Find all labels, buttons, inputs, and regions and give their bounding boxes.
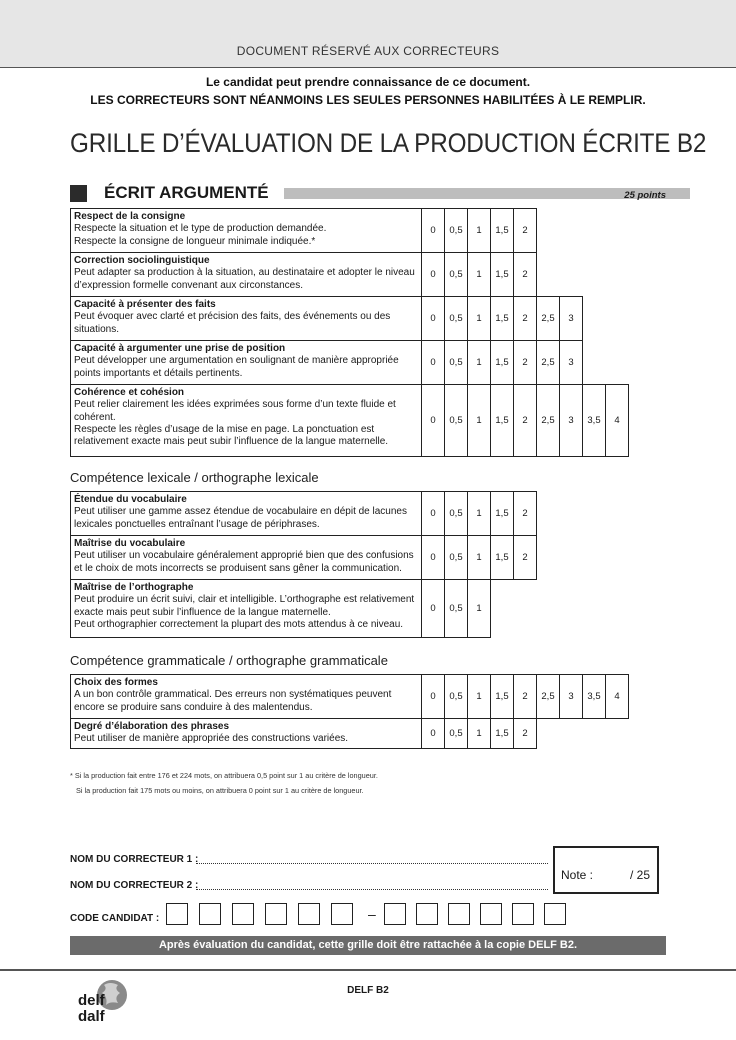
score-cell[interactable]: 0 [421,252,445,297]
section-points: 25 points [624,190,666,201]
score-cell[interactable]: 2 [513,252,537,297]
note-value: / 25 [629,868,650,882]
criterion-description: Peut utiliser de manière appropriée des constructions variées. [74,733,349,745]
score-cell[interactable]: 3,5 [582,384,606,457]
score-cell[interactable]: 2 [513,208,537,253]
score-cell[interactable]: 0 [421,535,445,580]
footer-exam-name: DELF B2 [347,985,389,996]
criterion-maitrise-vocabulaire [70,535,422,580]
score-cell[interactable]: 0 [421,384,445,457]
section-title: ÉCRIT ARGUMENTÉ [104,183,269,202]
criterion-title: Capacité à présenter des faits [74,299,216,310]
score-cell[interactable]: 0,5 [444,384,468,457]
score-cell[interactable]: 0 [421,674,445,719]
score-cell[interactable]: 0 [421,296,445,341]
candidate-code-box[interactable] [448,903,470,925]
score-cell[interactable]: 1,5 [490,491,514,536]
criterion-description: Peut développer une argumentation en soulignant de manière appropriée points importants et détails pertinents. [74,355,399,379]
criterion-title: Cohérence et cohésion [74,387,185,398]
score-cell[interactable]: 1 [467,491,491,536]
score-cell[interactable]: 0 [421,340,445,385]
notice-line-1: Le candidat peut prendre connaissance de ce document. [205,75,531,89]
score-cell[interactable]: 1 [467,252,491,297]
candidate-code-box[interactable] [199,903,221,925]
corrector-1-field[interactable] [196,854,548,864]
criterion-description: Peut utiliser une gamme assez étendue de vocabulaire en dépit de lacunes lexicales ponctuelles entraînant l’usage de périphrases. [74,506,407,530]
page-title: GRILLE D’ÉVALUATION DE LA PRODUCTION ÉCRITE B2 [70,128,707,158]
delf-dalf-logo [74,977,130,1025]
score-cell[interactable]: 2 [513,674,537,719]
candidate-code-box[interactable] [512,903,534,925]
corrector-2-field[interactable] [196,880,548,890]
criterion-description: Respecte la situation et le type de production demandée. Respecte la consigne de longueur minimale indiquée.* [74,223,327,247]
candidate-code-label: CODE CANDIDAT : [70,913,160,924]
criterion-choix-formes [70,674,422,719]
note-box[interactable] [553,846,659,894]
criterion-title: Correction sociolinguistique [74,255,210,266]
score-cell[interactable]: 0 [421,718,445,749]
score-cell[interactable]: 1,5 [490,296,514,341]
score-cell[interactable]: 0 [421,491,445,536]
score-cell[interactable]: 3 [559,340,583,385]
candidate-code-separator: – [368,906,376,922]
score-cell[interactable]: 1 [467,535,491,580]
footnote-text-1: Si la production fait entre 176 et 224 mots, on attribuera 0,5 point sur 1 au critère de longueur. [74,771,378,780]
score-cell[interactable]: 1 [467,296,491,341]
score-cell[interactable]: 2 [513,491,537,536]
criterion-title: Étendue du vocabulaire [74,494,187,505]
criterion-maitrise-orthographe [70,579,422,638]
candidate-code-box[interactable] [265,903,287,925]
score-cell[interactable]: 1 [467,384,491,457]
candidate-code-box[interactable] [166,903,188,925]
score-cell[interactable]: 1,5 [490,252,514,297]
score-cell[interactable]: 2 [513,384,537,457]
corrector-2-label: NOM DU CORRECTEUR 2 : [70,880,199,891]
score-cell[interactable]: 1,5 [490,674,514,719]
section-square-icon [70,185,87,202]
criterion-respect-consigne [70,208,422,253]
score-cell[interactable]: 2,5 [536,296,560,341]
candidate-code-box[interactable] [544,903,566,925]
footnote-line-1 [70,771,378,780]
criterion-presenter-faits [70,296,422,341]
score-cell[interactable]: 3 [559,296,583,341]
criterion-title: Choix des formes [74,677,158,688]
delf-dalf-logo-icon [74,977,130,1025]
score-cell[interactable]: 0,5 [444,718,468,749]
score-cell[interactable]: 2,5 [536,340,560,385]
criterion-description: Peut évoquer avec clarté et précision des faits, des événements ou des situations. [74,311,391,335]
score-cell[interactable]: 1 [467,340,491,385]
criterion-etendue-vocabulaire [70,491,422,536]
score-cell[interactable]: 0,5 [444,535,468,580]
reserved-label: DOCUMENT RÉSERVÉ AUX CORRECTEURS [236,44,500,58]
attach-banner: Après évaluation du candidat, cette grille doit être rattachée à la copie DELF B2. [70,936,666,955]
score-cell[interactable]: 0,5 [444,340,468,385]
score-cell[interactable]: 0,5 [444,296,468,341]
score-cell[interactable]: 0,5 [444,579,468,638]
criterion-description: Peut utiliser un vocabulaire généralement approprié bien que des confusions et le choix de mots incorrects se produisent sans gêner la communication. [74,550,414,574]
svg-text:delf: delf [78,992,105,1009]
score-cell[interactable]: 1,5 [490,718,514,749]
svg-text:dalf: dalf [78,1008,105,1025]
criterion-description: Peut produire un écrit suivi, clair et intelligible. L’orthographe est relativement exacte mais peut subir l’influence de la langue maternelle. Peut orthographier correctement la plupart des mots attendus à ce niveau. [74,594,415,630]
score-cell[interactable]: 1,5 [490,208,514,253]
score-cell[interactable]: 3 [559,674,583,719]
score-cell[interactable]: 2 [513,718,537,749]
score-cell[interactable]: 0,5 [444,491,468,536]
score-cell[interactable]: 4 [605,674,629,719]
candidate-code-box[interactable] [416,903,438,925]
criterion-title: Maîtrise de l’orthographe [74,582,194,593]
criterion-title: Degré d’élaboration des phrases [74,721,230,732]
score-cell[interactable]: 3 [559,384,583,457]
score-cell[interactable]: 2,5 [536,384,560,457]
score-cell[interactable]: 2 [513,296,537,341]
candidate-code-box[interactable] [331,903,353,925]
criterion-description: A un bon contrôle grammatical. Des erreurs non systématiques peuvent encore se produire sans conduire à des malentendus. [74,689,392,713]
top-band [0,0,736,68]
candidate-code-box[interactable] [232,903,254,925]
score-cell[interactable]: 0 [421,208,445,253]
criterion-title: Respect de la consigne [74,211,186,222]
score-cell[interactable]: 0,5 [444,674,468,719]
criterion-argumenter [70,340,422,385]
score-cell[interactable]: 2,5 [536,674,560,719]
footnote-line-2: Si la production fait 175 mots ou moins, on attribuera 0 point sur 1 au critère de longueur. [76,786,364,795]
score-cell[interactable]: 2 [513,535,537,580]
score-cell[interactable]: 1 [467,674,491,719]
score-cell[interactable]: 4 [605,384,629,457]
score-cell[interactable]: 1,5 [490,384,514,457]
criterion-coherence [70,384,422,457]
corrector-1-label: NOM DU CORRECTEUR 1 : [70,854,199,865]
group-heading-grammaticale: Compétence grammaticale / orthographe grammaticale [70,653,388,668]
section-header [70,183,666,203]
score-cell[interactable]: 0,5 [444,208,468,253]
footnote-star: * [70,771,73,780]
score-cell[interactable]: 1,5 [490,535,514,580]
candidate-code-box[interactable] [480,903,502,925]
criterion-description: Peut adapter sa production à la situation, au destinataire et adopter le niveau d’expression formelle convenant aux circonstances. [74,267,415,291]
score-cell[interactable]: 1 [467,208,491,253]
notice-line-2: LES CORRECTEURS SONT NÉANMOINS LES SEULES PERSONNES HABILITÉES À LE REMPLIR. [90,93,646,107]
criterion-elaboration-phrases [70,718,422,749]
group-heading-lexicale: Compétence lexicale / orthographe lexicale [70,470,319,485]
criterion-description: Peut relier clairement les idées exprimées sous forme d’un texte fluide et cohérent. Respecte les règles d’usage de la mise en page. La ponctuation est relativement exacte mais peut subir l’influence de la langue maternelle. [74,399,396,448]
score-cell[interactable]: 1 [467,718,491,749]
candidate-code-box[interactable] [384,903,406,925]
score-cell[interactable]: 0,5 [444,252,468,297]
note-label: Note : [561,868,594,882]
score-cell[interactable]: 1,5 [490,340,514,385]
criterion-title: Capacité à argumenter une prise de position [74,343,286,354]
criterion-title: Maîtrise du vocabulaire [74,538,186,549]
candidate-code-box[interactable] [298,903,320,925]
footer-rule [0,969,736,971]
score-cell[interactable]: 1 [467,579,491,638]
score-cell[interactable]: 0 [421,579,445,638]
score-cell[interactable]: 2 [513,340,537,385]
score-cell[interactable]: 3,5 [582,674,606,719]
criterion-sociolinguistique [70,252,422,297]
